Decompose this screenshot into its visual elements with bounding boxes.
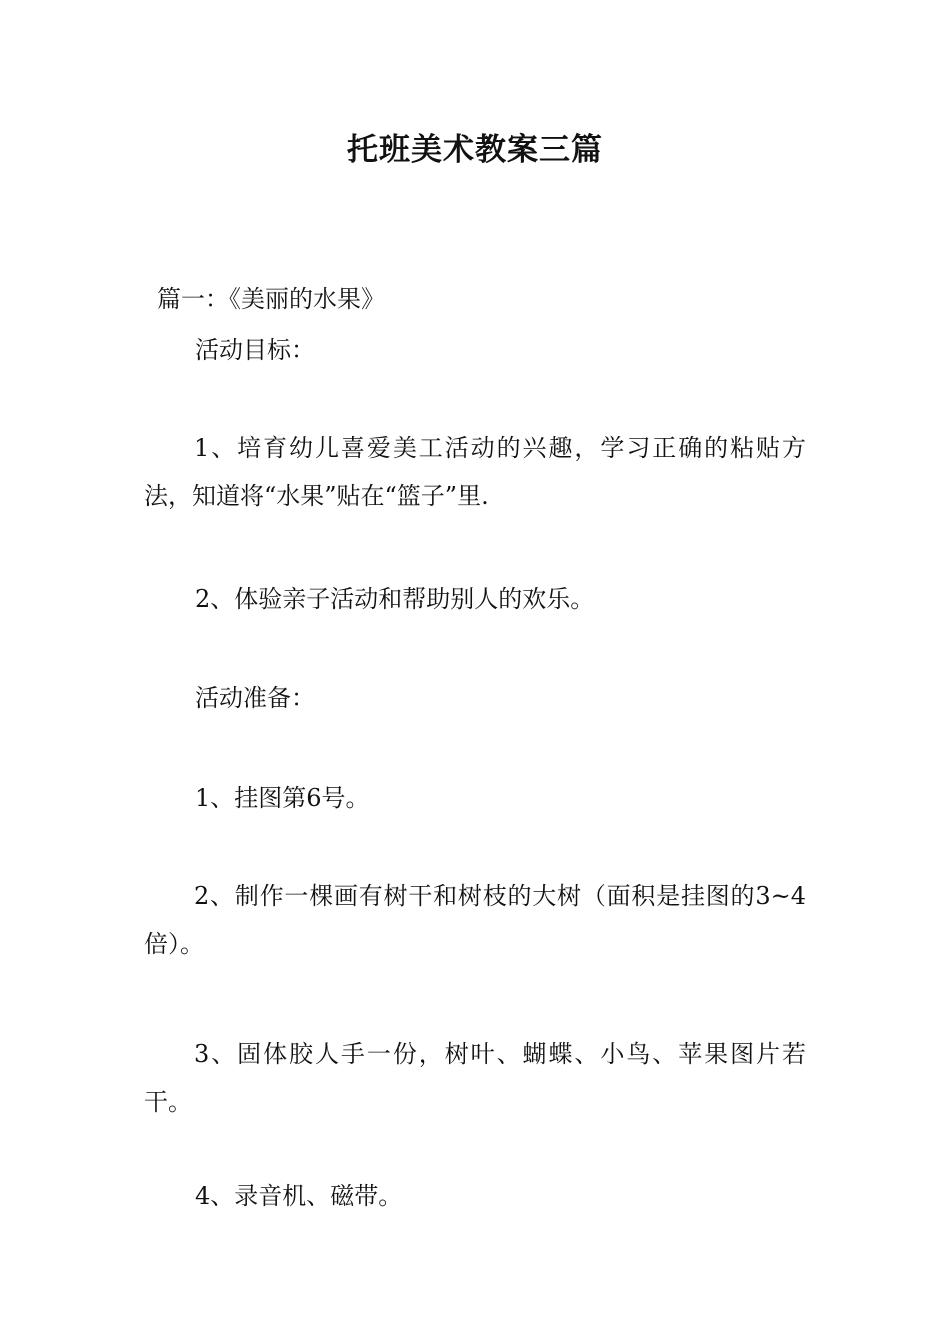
paragraph-activity-prep: 活动准备：	[195, 684, 315, 712]
section-heading: 篇一：《美丽的水果》	[157, 285, 385, 313]
paragraph-goal-1: 1、培育幼儿喜爱美工活动的兴趣，学习正确的粘贴方法，知道将“水果”贴在“篮子”里.	[144, 434, 806, 510]
paragraph-activity-goals: 活动目标：	[195, 336, 315, 364]
paragraph-goal-2: 2、体验亲子活动和帮助别人的欢乐。	[195, 585, 595, 613]
document-title: 托班美术教案三篇	[347, 132, 603, 168]
paragraph-prep-4: 4、录音机、磁带。	[195, 1182, 403, 1210]
paragraph-prep-1: 1、挂图第6号。	[195, 784, 370, 812]
paragraph-prep-2: 2、制作一棵画有树干和树枝的大树（面积是挂图的3~4倍）。	[144, 882, 806, 958]
paragraph-prep-3: 3、固体胶人手一份，树叶、蝴蝶、小鸟、苹果图片若干。	[144, 1040, 806, 1116]
